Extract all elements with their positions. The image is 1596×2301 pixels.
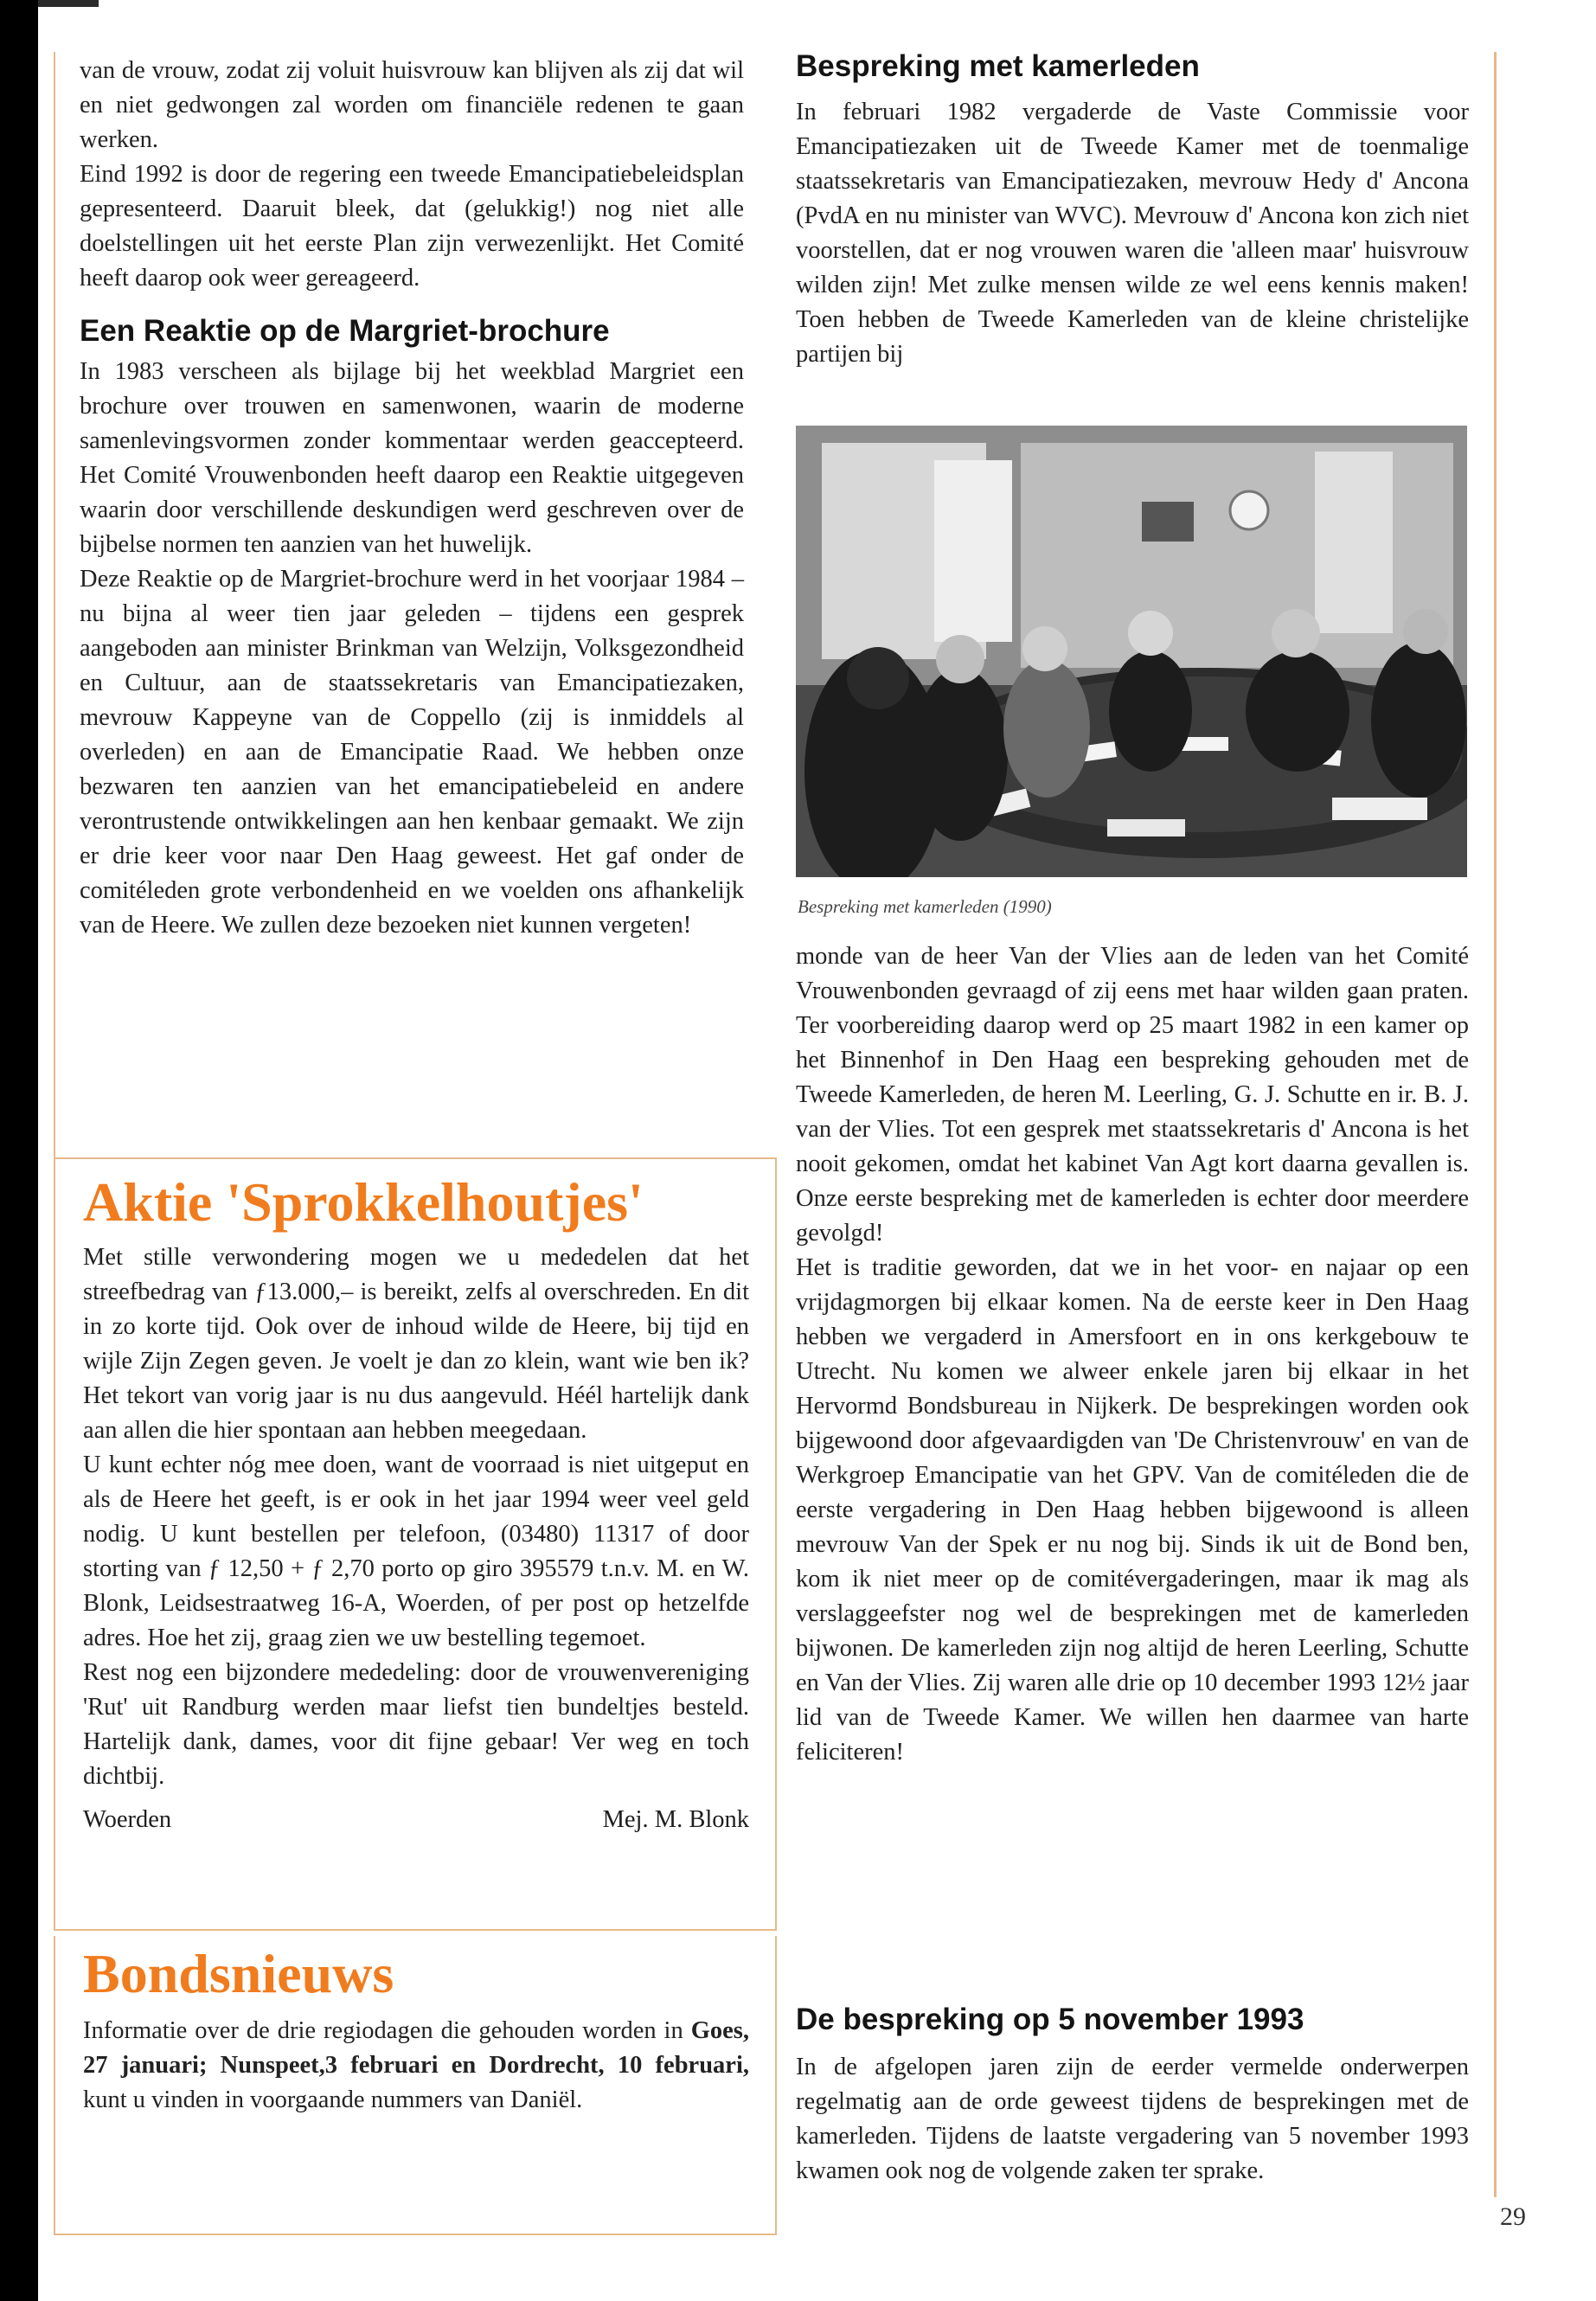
bespreking-paragraph-1: In februari 1982 vergaderde de Vaste Commissie voor Emancipatiezaken uit de Tweede Kamer met de toenmalige staatssekretaris van Emancipatiezaken, mevrouw Hedy d' Ancona (PvdA en nu minister van WVC). Mevrouw d' Ancona kon zich niet voorstellen, dat er nog vrouwen waren die 'alleen maar' huisvrouw wilden zijn! Met zulke mensen wilde ze wel eens kennis maken! Toen hebben de Tweede Kamerleden van de kleine christelijke partijen bij xyxy=(796,99,1469,368)
aktie-paragraph-1: Met stille verwondering mogen we u mededelen dat het streefbedrag van ƒ13.000,– is bereikt, zelfs al overschreden. En dit in zo korte tijd. Ook over de inhoud wilde de Heere, bij tijd en wijle Zijn Zegen geven. Je voelt je dan zo klein, want wie ben ik? Het tekort van vorig jaar is nu dus aangevuld. Héél hartelijk dank aan allen die hier spontaan aan hebben meegedaan. xyxy=(83,1244,749,1444)
aktie-signature: Mej. M. Blonk xyxy=(602,1806,749,1833)
bondsnieuws-text-before: Informatie over de drie regiodagen die gehouden worden in xyxy=(83,2017,691,2044)
page-edge xyxy=(0,0,38,2301)
right-rule xyxy=(1494,52,1497,2197)
aktie-signature-line xyxy=(83,1803,749,1837)
right-column-top xyxy=(796,47,1469,372)
meeting-photo-illustration xyxy=(796,426,1467,877)
meeting-photo xyxy=(796,426,1467,877)
right-column-bottom xyxy=(796,2000,1469,2189)
bondsnieuws-text-after: kunt u vinden in voorgaande nummers van Daniël. xyxy=(83,2086,583,2113)
reaktie-paragraph-2: Deze Reaktie op de Margriet-brochure werd in het voorjaar 1984 – nu bijna al weer tien jaar geleden – tijdens een gesprek aangeboden aan minister Brinkman van Welzijn, Volksgezondheid en Cultuur, aan de staatssekretaris van Emancipatiezaken, mevrouw Kappeyne van de Coppello (zij is inmiddels al overleden) en aan de Emancipatie Raad. We hebben onze bezwaren ten aanzien van het emancipatiebeleid en andere verontrustende ontwikkelingen aan hen kenbaar gemaakt. We zijn er drie keer voor naar Den Haag geweest. Het gaf onder de comitéleden grote verbondenheid en we voelden ons afhankelijk van de Heere. We zullen deze bezoeken niet kunnen vergeten! xyxy=(80,566,744,939)
bondsnieuws-paragraph xyxy=(83,2014,749,2118)
aktie-paragraph-2: U kunt echter nóg mee doen, want de voorraad is niet uitgeput en als de Heere het geeft, is er ook in het jaar 1994 weer veel geld nodig. U kunt bestellen per telefoon, (03480) 11317 of door storting van ƒ 12,50 + ƒ 2,70 porto op giro 395579 t.n.v. M. en W. Blonk, Leidsestraatweg 16-A, Woerden, of per post op hetzelfde adres. Hoe het zij, graag zien we uw bestelling tegemoet. xyxy=(83,1452,749,1651)
scan-artifact xyxy=(38,0,99,7)
right-column-middle xyxy=(796,939,1469,1770)
bondsnieuws-box xyxy=(54,1936,777,2235)
reaktie-paragraph-1: In 1983 verscheen als bijlage bij het weekblad Margriet een brochure over trouwen en samenwonen, waarin de moderne samenlevingsvormen zonder kommentaar werden geaccepteerd. Het Comité Vrouwenbonden heeft daarop een Reaktie uitgegeven waarin door verschillende deskundigen werd geschreven over de bijbelse normen ten aanzien van het huwelijk. xyxy=(80,358,744,558)
bondsnieuws-dates: Goes, 27 januari; Nunspeet,3 februari en Dordrecht, 10 februari, xyxy=(83,2017,749,2079)
aktie-box xyxy=(54,1157,777,1931)
page-number: 29 xyxy=(1500,2202,1526,2231)
intro-paragraph-1: van de vrouw, zodat zij voluit huisvrouw kan blijven als zij dat wil en niet gedwongen zal worden om financiële redenen te gaan werken. xyxy=(80,57,744,153)
photo-caption: Bespreking met kamerleden (1990) xyxy=(798,896,1052,917)
aktie-place: Woerden xyxy=(83,1806,172,1833)
aktie-paragraph-3: Rest nog een bijzondere mededeling: door de vrouwenvereniging 'Rut' uit Randburg werden maar liefst tien bundeltjes besteld. Hartelijk dank, dames, voor dit fijne gebaar! Ver weg en toch dichtbij. xyxy=(83,1659,749,1790)
aktie-heading: Aktie 'Sprokkelhoutjes' xyxy=(83,1171,644,1233)
left-column-upper xyxy=(80,54,744,943)
bespreking-paragraph-2: Het is traditie geworden, dat we in het voor- en najaar op een vrijdagmorgen bij elkaar komen. Na de eerste keer in Den Haag hebben we vergaderd in Amersfoort en in ons kerkgebouw te Utrecht. Nu komen we alweer enkele jaren bij elkaar in het Hervormd Bondsbureau in Nijkerk. De besprekingen worden ook bijgewoond door afgevaardigden van 'De Christenvrouw' en van de Werkgroep Emancipatie van het GPV. Van de comitéleden die de eerste vergadering in Den Haag hebben bijgewoond is alleen mevrouw Van der Spek er nu nog bij. Sinds ik uit de Bond ben, kom ik niet meer op de comitévergaderingen, maar ik mag als verslaggeefster nog wel de besprekingen met de kamerleden bijwonen. De kamerleden zijn nog altijd de heren Leerling, Schutte en Van der Vlies. Zij waren alle drie op 10 december 1993 12½ jaar lid van de Tweede Kamer. We willen hen daarmee van harte feliciteren! xyxy=(796,1254,1469,1766)
reaktie-heading: Een Reaktie op de Margriet-brochure xyxy=(80,314,610,348)
november-paragraph: In de afgelopen jaren zijn de eerder vermelde onderwerpen regelmatig aan de orde geweest tijdens de besprekingen met de kamerleden. Tijdens de laatste vergadering van 5 november 1993 kwamen ook nog de volgende zaken ter sprake. xyxy=(796,2054,1469,2184)
bondsnieuws-heading: Bondsnieuws xyxy=(83,1943,394,2004)
left-rule xyxy=(54,52,55,1159)
bespreking-heading: Bespreking met kamerleden xyxy=(796,49,1200,83)
bespreking-paragraph-cont: monde van de heer Van der Vlies aan de leden van het Comité Vrouwenbonden gevraagd of zij eens met haar wilden gaan praten. Ter voorbereiding daarop werd op 25 maart 1982 in een kamer op het Binnenhof in Den Haag een bespreking gehouden met de Tweede Kamerleden, de heren M. Leerling, G. J. Schutte en ir. B. J. van der Vlies. Tot een gesprek met staatssekretaris d' Ancona is het nooit gekomen, omdat het kabinet Van Agt kort daarna gevallen is. Onze eerste bespreking met de kamerleden is echter door meerdere gevolgd! xyxy=(796,943,1469,1247)
november-heading: De bespreking op 5 november 1993 xyxy=(796,2003,1304,2036)
intro-paragraph-2: Eind 1992 is door de regering een tweede Emancipatiebeleidsplan gepresenteerd. Daaruit bleek, dat (gelukkig!) nog niet alle doelstellingen uit het eerste Plan zijn verwezenlijkt. Het Comité heeft daarop ook weer gereageerd. xyxy=(80,161,744,292)
